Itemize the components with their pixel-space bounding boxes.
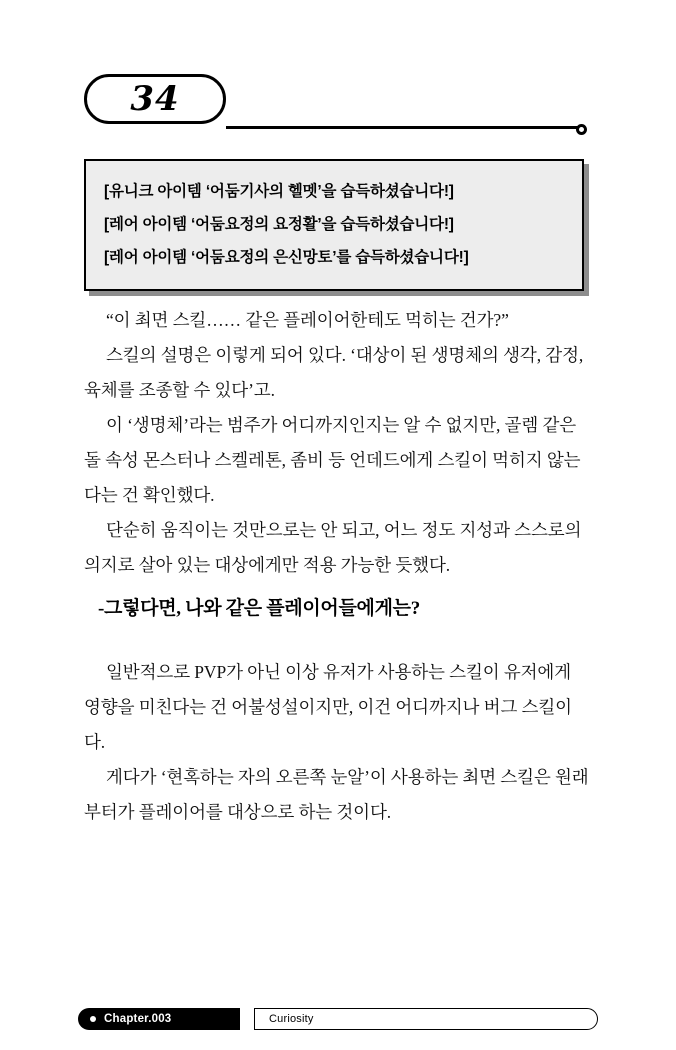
header-rule	[226, 126, 582, 129]
paragraph: “이 최면 스킬…… 같은 플레이어한테도 먹히는 건가?”	[106, 310, 509, 330]
system-message-line: [레어 아이템 ‘어둠요정의 은신망토’를 습득하셨습니다!]	[104, 249, 469, 266]
footer-title-tag	[254, 1008, 598, 1030]
chapter-header	[84, 74, 228, 126]
paragraph: 이 ‘생명체’라는 범주가 어디까지인지는 알 수 없지만, 골렘 같은 돌 속성 몬스터나 스켈레톤, 좀비 등 언데드에게 스킬이 먹히지 않는다는 건 확인했다.	[84, 415, 581, 505]
paragraph: 게다가 ‘현혹하는 자의 오른쪽 눈알’이 사용하는 최면 스킬은 원래부터가 플레이어를 대상으로 하는 것이다.	[84, 767, 589, 822]
footer-title-label: Curiosity	[269, 1013, 314, 1025]
footer-dot-icon	[90, 1016, 96, 1022]
footer-chapter-label: Chapter.003	[104, 1013, 172, 1025]
system-message-line: [레어 아이템 ‘어둠요정의 요정활’을 습득하셨습니다!]	[104, 216, 454, 233]
emphasis-line: -그렇다면, 나와 같은 플레이어들에게는?	[98, 598, 420, 619]
system-message-box	[84, 159, 584, 291]
paragraph: 단순히 움직이는 것만으로는 안 되고, 어느 정도 지성과 스스로의 의지로 살아 있는 대상에게만 적용 가능한 듯했다.	[84, 520, 582, 575]
paragraph: 일반적으로 PVP가 아닌 이상 유저가 사용하는 스킬이 유저에게 영향을 미친다는 건 어불성설이지만, 이건 어디까지나 버그 스킬이다.	[84, 662, 572, 752]
paragraph: 스킬의 설명은 이렇게 되어 있다. ‘대상이 된 생명체의 생각, 감정, 육체를 조종할 수 있다’고.	[84, 345, 584, 400]
system-message-line: [유니크 아이템 ‘어둠기사의 헬멧’을 습득하셨습니다!]	[104, 183, 454, 200]
chapter-number: 34	[130, 79, 180, 119]
footer-chapter-tag	[78, 1008, 240, 1030]
body-text	[84, 303, 590, 830]
header-end-dot-icon	[576, 124, 587, 135]
paragraph-spacer	[84, 629, 590, 655]
page-footer	[78, 1008, 598, 1030]
